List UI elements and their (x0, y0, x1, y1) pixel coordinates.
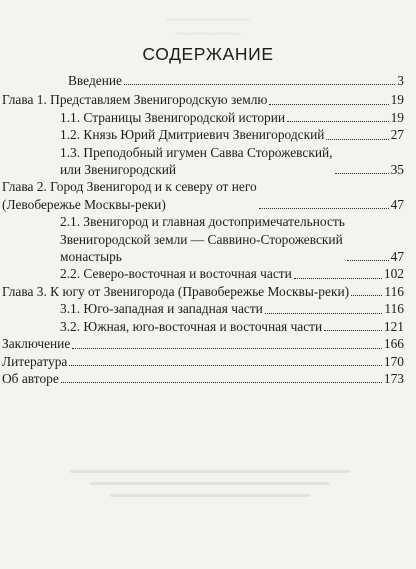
toc-page-number: 116 (384, 301, 404, 317)
toc-page-number: 47 (390, 249, 404, 265)
toc-entry-title (60, 300, 263, 317)
toc-entry-title-line: 3.2. Южная, юго-восточная и восточная части (60, 318, 323, 334)
toc-entry-title-line: 2.1. Звенигород и главная достопримечательность (60, 214, 345, 230)
toc-entry-title-line: (Левобережье Москвы-реки) (2, 196, 166, 212)
dot-leader (324, 330, 382, 331)
show-through-line (110, 494, 310, 497)
dot-leader (61, 382, 382, 383)
toc-entry-title-line: 2.2. Северо-восточная и восточная части (60, 266, 292, 282)
toc-entry (2, 370, 404, 387)
show-through-text: ~~~~~~~~~~~ (175, 28, 241, 40)
dot-leader (347, 260, 389, 261)
dot-leader (69, 365, 382, 366)
toc-entry (2, 300, 404, 317)
toc-page-number: 170 (383, 353, 404, 369)
toc-page-number: 27 (390, 127, 404, 143)
toc-entry-title (2, 335, 70, 352)
toc-entry-title-line: или Звенигородский (60, 162, 177, 178)
toc-entry (2, 335, 404, 352)
toc-page-number: 102 (383, 266, 404, 282)
toc-entry (2, 72, 404, 89)
show-through-text: ~~~~~~~~~~~~~~ (166, 14, 250, 26)
toc-entry-title-line: 3.1. Юго-западная и западная части (60, 301, 263, 317)
toc-entry-title (60, 318, 322, 335)
toc-entry-title-line: монастырь (60, 249, 122, 265)
toc-entry-title-line: Глава 2. Город Звенигород и к северу от него (2, 179, 257, 195)
toc-entry (2, 265, 404, 282)
dot-leader (124, 84, 395, 85)
toc-entry-title-line: Звенигородской земли — Саввино-Сторожевский (60, 231, 343, 247)
toc-entry-title-line: 1.2. Князь Юрий Дмитриевич Звенигородский (60, 127, 325, 143)
table-of-contents (2, 72, 404, 387)
dot-leader (294, 278, 382, 279)
toc-entry (2, 126, 404, 143)
toc-page-number: 3 (397, 73, 404, 88)
toc-page-number: 173 (383, 370, 404, 386)
toc-entry-title (68, 72, 122, 89)
toc-entry (2, 144, 404, 179)
toc-entry-title-line: Литература (2, 353, 68, 369)
toc-page-number: 19 (390, 92, 404, 108)
toc-entry (2, 318, 404, 335)
show-through-line (70, 470, 350, 473)
page-title: СОДЕРЖАНИЕ (142, 44, 274, 64)
toc-entry (2, 353, 404, 370)
toc-entry-title-line: Об авторе (2, 370, 59, 386)
toc-entry (2, 91, 404, 108)
toc-entry-title-line: Глава 3. К югу от Звенигорода (Правобережье Москвы-реки) (2, 283, 350, 299)
dot-leader (265, 313, 383, 314)
toc-entry-title (60, 144, 333, 179)
toc-entry (2, 213, 404, 265)
toc-entry (2, 178, 404, 213)
toc-entry-title (60, 126, 324, 143)
toc-entry-title (2, 353, 67, 370)
toc-page-number: 121 (383, 318, 404, 334)
toc-entry-title-line: Глава 1. Представляем Звенигородскую землю (2, 92, 268, 108)
show-through-line (90, 482, 330, 485)
dot-leader (351, 295, 382, 296)
toc-page-number: 19 (390, 109, 404, 125)
toc-entry (2, 109, 404, 126)
toc-page-number: 47 (390, 196, 404, 212)
toc-entry-title (2, 283, 349, 300)
dot-leader (335, 173, 389, 174)
dot-leader (72, 348, 382, 349)
toc-entry-title-line: 1.1. Страницы Звенигородской истории (60, 109, 286, 125)
toc-entry-title-line: 1.3. Преподобный игумен Савва Сторожевский, (60, 144, 333, 160)
toc-page-number: 116 (384, 283, 404, 299)
dot-leader (259, 208, 389, 209)
toc-entry-title (60, 213, 345, 265)
toc-entry-title-line: Введение (68, 73, 122, 88)
toc-page-number: 35 (390, 162, 404, 178)
toc-entry (2, 283, 404, 300)
dot-leader (326, 139, 388, 140)
dot-leader (287, 121, 389, 122)
toc-entry-title (2, 91, 267, 108)
toc-entry-title (60, 109, 285, 126)
toc-page-number: 166 (383, 336, 404, 352)
dot-leader (269, 104, 388, 105)
toc-entry-title (60, 265, 292, 282)
toc-entry-title (2, 178, 257, 213)
toc-entry-title-line: Заключение (2, 336, 71, 352)
toc-entry-title (2, 370, 59, 387)
